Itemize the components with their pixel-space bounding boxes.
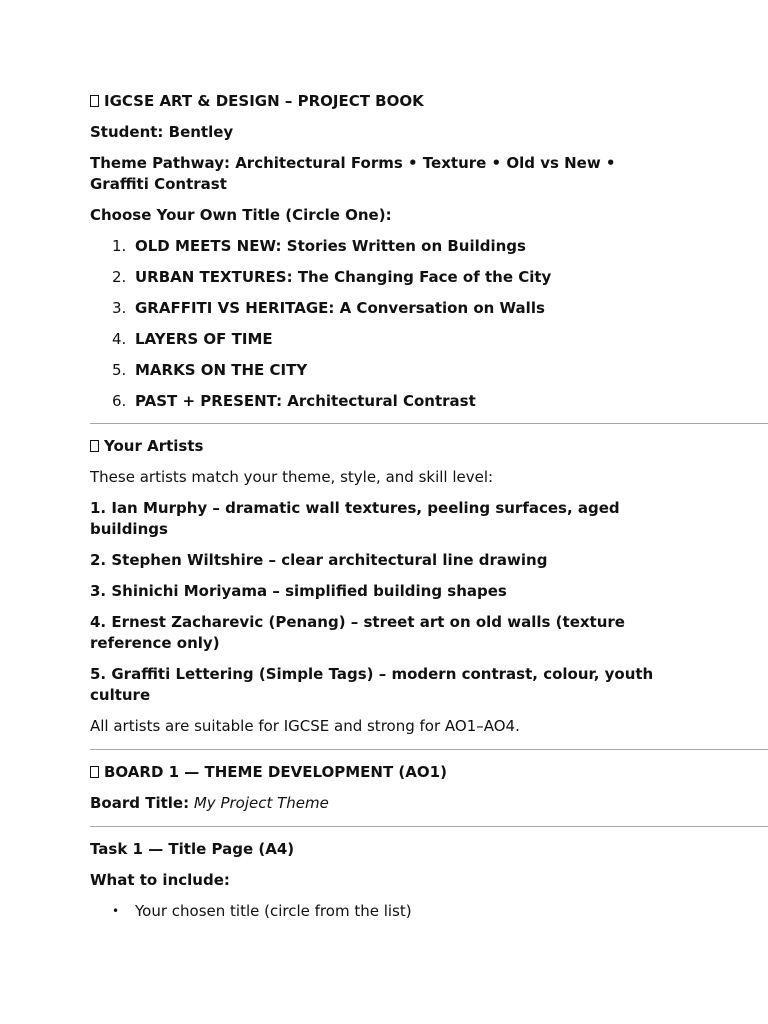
title-option-number: 6.: [112, 392, 127, 410]
title-option: [90, 360, 768, 381]
title-option: [90, 236, 768, 257]
list-item-text: Your chosen title (circle from the list): [135, 902, 412, 920]
missing-glyph-icon: [90, 95, 99, 107]
board1-heading-text: BOARD 1 — THEME DEVELOPMENT (AO1): [104, 763, 447, 781]
title-option: [90, 391, 768, 412]
title-option-text: PAST + PRESENT: Architectural Contrast: [135, 392, 476, 410]
artist-entry: 5. Graffiti Lettering (Simple Tags) – modern contrast, colour, youth culture: [90, 665, 654, 704]
title-options-list: [90, 236, 768, 412]
artist-entry: 2. Stephen Wiltshire – clear architectural line drawing: [90, 551, 548, 569]
title-option-text: OLD MEETS NEW: Stories Written on Buildings: [135, 237, 526, 255]
title-option-number: 1.: [112, 237, 127, 255]
board1-heading: [90, 762, 768, 783]
list-item: [90, 901, 768, 922]
choose-title-label: Choose Your Own Title (Circle One):: [90, 206, 392, 224]
board-title-value: My Project Theme: [193, 794, 329, 812]
title-option: [90, 329, 768, 350]
title-option-number: 3.: [112, 299, 127, 317]
bullet-icon: •: [112, 904, 120, 918]
artists-heading: [90, 436, 768, 457]
artists-heading-text: Your Artists: [104, 437, 204, 455]
theme-pathway-text: Theme Pathway: Architectural Forms • Texture • Old vs New • Graffiti Contrast: [90, 154, 616, 193]
artists-note: All artists are suitable for IGCSE and strong for AO1–AO4.: [90, 717, 520, 735]
document-title: [90, 91, 768, 112]
board-title: [90, 793, 768, 814]
title-option: [90, 267, 768, 288]
missing-glyph-icon: [90, 440, 99, 452]
title-option-text: URBAN TEXTURES: The Changing Face of the City: [135, 268, 552, 286]
include-label: What to include:: [90, 871, 230, 889]
include-list: [90, 901, 768, 922]
artists-intro: These artists match your theme, style, and skill level:: [90, 468, 494, 486]
task1-heading: Task 1 — Title Page (A4): [90, 840, 295, 858]
title-option-number: 4.: [112, 330, 127, 348]
student-name: Student: Bentley: [90, 123, 234, 141]
artist-entry: 4. Ernest Zacharevic (Penang) – street art on old walls (texture reference only): [90, 613, 625, 652]
title-option-text: MARKS ON THE CITY: [135, 361, 308, 379]
section-divider: [90, 423, 768, 424]
project-book-page: [90, 91, 768, 932]
artist-entry: 1. Ian Murphy – dramatic wall textures, peeling surfaces, aged buildings: [90, 499, 620, 538]
missing-glyph-icon: [90, 766, 99, 778]
board-title-label: Board Title:: [90, 794, 190, 812]
document-title-text: IGCSE ART & DESIGN – PROJECT BOOK: [104, 92, 424, 110]
title-option-text: GRAFFITI VS HERITAGE: A Conversation on Walls: [135, 299, 545, 317]
title-option: [90, 298, 768, 319]
title-option-number: 5.: [112, 361, 127, 379]
section-divider: [90, 826, 768, 827]
title-option-number: 2.: [112, 268, 127, 286]
theme-pathway: [90, 153, 630, 195]
artist-entry: 3. Shinichi Moriyama – simplified building shapes: [90, 582, 507, 600]
section-divider: [90, 749, 768, 750]
title-option-text: LAYERS OF TIME: [135, 330, 273, 348]
